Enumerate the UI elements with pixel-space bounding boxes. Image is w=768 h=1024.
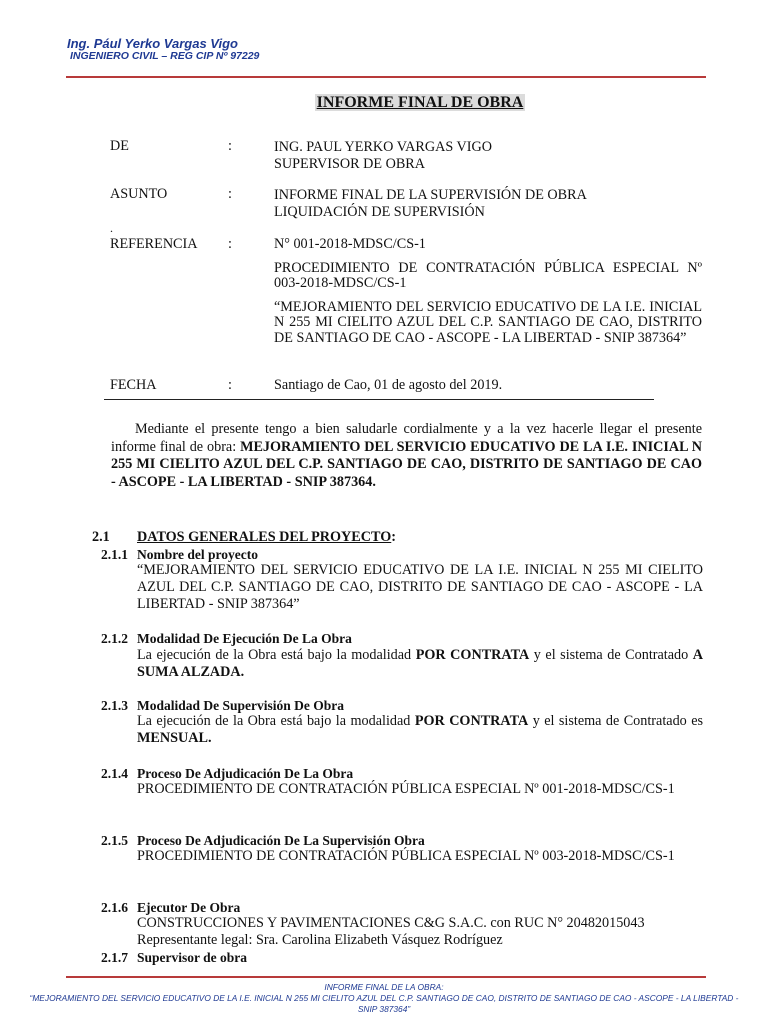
- header-subtitle: INGENIERO CIVIL – REG CIP Nº 97229: [70, 50, 260, 62]
- item-title: Modalidad De Supervisión De Obra: [137, 698, 345, 713]
- meta-de-value: [274, 139, 702, 173]
- item-body-bold: POR CONTRATA: [415, 647, 530, 663]
- item-body-text: La ejecución de la Obra está bajo la modalidad: [137, 647, 416, 663]
- item-number: 2.1.1: [101, 547, 128, 562]
- item-title: Modalidad De Ejecución De La Obra: [137, 631, 352, 646]
- meta-asunto-colon: :: [228, 186, 232, 202]
- item-number: 2.1.3: [101, 698, 128, 713]
- item-body: “MEJORAMIENTO DEL SERVICIO EDUCATIVO DE LA I.E. INICIAL N 255 MI CIELITO AZUL DEL C.P. SANTIAGO DE CAO, DISTRITO DE SANTIAGO DE CAO - ASCOPE - LA LIBERTAD - SNIP 387364”: [137, 562, 703, 612]
- section-heading: [92, 529, 396, 546]
- meta-ref-line3: “MEJORAMIENTO DEL SERVICIO EDUCATIVO DE LA I.E. INICIAL N 255 MI CIELITO AZUL DEL C.P. SANTIAGO DE CAO, DISTRITO DE SANTIAGO DE CAO - ASCOPE - LA LIBERTAD - SNIP 387364”: [274, 298, 702, 346]
- item-body-line: Representante legal: Sra. Carolina Elizabeth Vásquez Rodríguez: [137, 932, 503, 948]
- item-number: 2.1.6: [101, 900, 128, 915]
- meta-asunto-value: [274, 187, 702, 221]
- meta-ref-line1: N° 001-2018-MDSC/CS-1: [274, 236, 426, 252]
- item-title: Nombre del proyecto: [137, 547, 258, 562]
- section-number: 2.1: [92, 529, 110, 545]
- meta-fecha-value: Santiago de Cao, 01 de agosto del 2019.: [274, 377, 503, 393]
- meta-de-colon: :: [228, 138, 232, 154]
- item-body-line: CONSTRUCCIONES Y PAVIMENTACIONES C&G S.A.C. con RUC N° 20482015043: [137, 915, 645, 931]
- item-number: 2.1.5: [101, 833, 128, 848]
- meta-asunto-line1: INFORME FINAL DE LA SUPERVISIÓN DE OBRA: [274, 187, 587, 203]
- item-body: PROCEDIMIENTO DE CONTRATACIÓN PÚBLICA ESPECIAL Nº 001-2018-MDSC/CS-1: [137, 781, 675, 797]
- meta-ref-colon: :: [228, 236, 232, 252]
- meta-ref-line2: PROCEDIMIENTO DE CONTRATACIÓN PÚBLICA ESPECIAL Nº 003-2018-MDSC/CS-1: [274, 259, 702, 291]
- meta-fecha-colon: :: [228, 377, 232, 393]
- intro-project-name: MEJORAMIENTO DEL SERVICIO EDUCATIVO DE LA I.E. INICIAL N 255 MI CIELITO AZUL DEL C.P. SANTIAGO DE CAO, DISTRITO DE SANTIAGO DE CAO - ASCOPE - LA LIBERTAD - SNIP 387364.: [111, 438, 702, 490]
- section-title: DATOS GENERALES DEL PROYECTO: [137, 529, 392, 545]
- page-title-text: INFORME FINAL DE OBRA: [316, 94, 524, 111]
- meta-asunto-label: ASUNTO: [110, 186, 168, 202]
- item-body-text: La ejecución de la Obra está bajo la modalidad: [137, 713, 415, 729]
- header-rule: [66, 76, 706, 78]
- header-name: Ing. Pául Yerko Vargas Vigo: [67, 36, 238, 51]
- page-title: [0, 94, 768, 112]
- item-number: 2.1.2: [101, 631, 128, 646]
- item-body-bold: MENSUAL.: [137, 730, 212, 746]
- meta-fecha-label: FECHA: [110, 377, 157, 393]
- item-number: 2.1.7: [101, 950, 128, 965]
- footer-rule: [66, 976, 706, 978]
- meta-asunto-line2: LIQUIDACIÓN DE SUPERVISIÓN: [274, 204, 485, 220]
- item-body-bold: POR CONTRATA: [414, 713, 529, 729]
- item-body: [137, 713, 703, 747]
- item-body-bold: A SUMA ALZADA.: [137, 647, 703, 680]
- meta-dot: .: [110, 221, 113, 235]
- intro-text: Mediante el presente tengo a bien saludarle cordialmente y a la vez hacerle llegar el presente informe final de obra:: [111, 421, 702, 455]
- meta-ref-value: [274, 237, 702, 346]
- meta-de-line2: SUPERVISOR DE OBRA: [274, 156, 426, 172]
- footer-project: “MEJORAMIENTO DEL SERVICIO EDUCATIVO DE LA I.E. INICIAL N 255 MI CIELITO AZUL DEL C.P. SANTIAGO DE CAO, DISTRITO DE SANTIAGO DE CAO - ASCOPE - LA LIBERTAD - SNIP 387364”: [29, 993, 739, 1014]
- item-body: [137, 647, 703, 681]
- footer-title: INFORME FINAL DE LA OBRA:: [324, 982, 444, 992]
- item-body-text: y el sistema de Contratado es: [528, 713, 704, 729]
- item-body: PROCEDIMIENTO DE CONTRATACIÓN PÚBLICA ESPECIAL Nº 003-2018-MDSC/CS-1: [137, 848, 675, 864]
- item-body: [137, 915, 703, 949]
- meta-divider: [104, 399, 654, 400]
- meta-de-line1: ING. PAUL YERKO VARGAS VIGO: [274, 139, 492, 155]
- item-title: Supervisor de obra: [137, 950, 248, 965]
- meta-ref-label: REFERENCIA: [110, 236, 198, 252]
- item-title: Proceso De Adjudicación De La Obra: [137, 766, 354, 781]
- section-colon: :: [391, 529, 396, 545]
- item-number: 2.1.4: [101, 766, 128, 781]
- intro-paragraph: [111, 421, 702, 491]
- item-body-text: y el sistema de Contratado: [529, 647, 693, 663]
- item-title: Ejecutor De Obra: [137, 900, 241, 915]
- item-title: Proceso De Adjudicación De La Supervisión Obra: [137, 833, 425, 848]
- meta-de-label: DE: [110, 138, 129, 154]
